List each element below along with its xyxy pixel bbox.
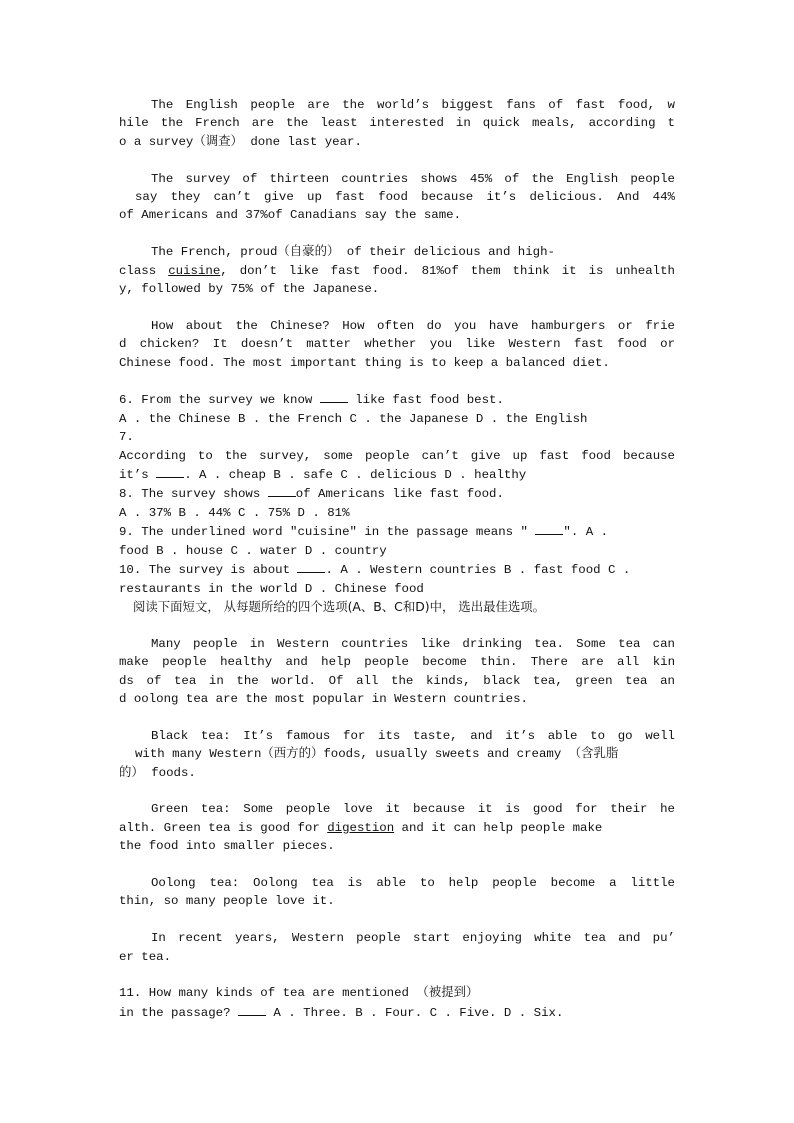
question-8-options: A . 37% B . 44% C . 75% D . 81% bbox=[119, 505, 350, 520]
text-line: say they can’t give up fast food because it’s delicious. And 44% bbox=[135, 190, 675, 205]
text-line: o a survey（调查） done last year. bbox=[119, 134, 362, 149]
question-text: ". A . bbox=[563, 525, 609, 540]
text-line: with many Western（西方的）foods, usually sweets and creamy （含乳脂 bbox=[135, 747, 619, 762]
text-fragment: , don’t like fast food. 81%of them think it is unhealth bbox=[220, 263, 675, 278]
question-6-options: A . the Chinese B . the French C . the Japanese D . the English bbox=[119, 411, 588, 426]
text-line: make people healthy and help people become thin. There are all kin bbox=[119, 655, 675, 670]
underlined-word-digestion: digestion bbox=[327, 820, 395, 835]
question-11-line-1: 11. How many kinds of tea are mentioned （被提到） bbox=[119, 986, 479, 1001]
text-line: The French, proud（自豪的） of their delicious and high- bbox=[151, 245, 555, 260]
answer-blank[interactable] bbox=[535, 522, 563, 535]
question-options: . A . cheap B . safe C . delicious D . healthy bbox=[184, 468, 527, 483]
text-line: ds of tea in the world. Of all the kinds, black tea, green tea an bbox=[119, 673, 675, 688]
question-11 bbox=[119, 984, 675, 1022]
text-line: d chicken? It doesn’t matter whether you like Western fast food or bbox=[119, 337, 675, 352]
text-line: How about the Chinese? How often do you have hamburgers or frie bbox=[151, 318, 675, 333]
text-line: The survey of thirteen countries shows 45% of the English people bbox=[151, 171, 675, 186]
text-line: Many people in Western countries like drinking tea. Some tea can bbox=[151, 636, 675, 651]
question-9-options: food B . house C . water D . country bbox=[119, 543, 387, 558]
passage-2-paragraph-1 bbox=[119, 635, 675, 709]
passage-1-paragraph-1 bbox=[119, 96, 675, 151]
text-line: d oolong tea are the most popular in Western countries. bbox=[119, 691, 528, 706]
question-7: According to the survey, some people can’t give up fast food because bbox=[119, 448, 675, 463]
passage-2-paragraph-5 bbox=[119, 929, 675, 966]
answer-blank[interactable] bbox=[297, 560, 325, 573]
question-6 bbox=[119, 390, 675, 409]
text-line: the food into smaller pieces. bbox=[119, 839, 335, 854]
answer-blank[interactable] bbox=[268, 484, 296, 497]
question-options: . A . Western countries B . fast food C . bbox=[325, 563, 631, 578]
text-line: y, followed by 75% of the Japanese. bbox=[119, 282, 380, 297]
question-10 bbox=[119, 560, 675, 579]
question-options: A . Three. B . Four. C . Five. D . Six. bbox=[273, 1005, 564, 1020]
question-9 bbox=[119, 522, 675, 541]
document-page bbox=[119, 96, 675, 1022]
question-text: of Americans like fast food. bbox=[295, 487, 504, 502]
text-line bbox=[119, 819, 675, 837]
question-text: 6. From the survey we know bbox=[119, 393, 313, 408]
text-line: Chinese food. The most important thing is to keep a balanced diet. bbox=[119, 355, 610, 370]
passage-1-paragraph-3 bbox=[119, 243, 675, 298]
text-line: 的） foods. bbox=[119, 765, 196, 780]
passage-2-paragraph-3 bbox=[119, 800, 675, 855]
text-line bbox=[119, 262, 675, 280]
text-fragment: and it can help people make bbox=[394, 820, 603, 835]
text-line: er tea. bbox=[119, 949, 172, 964]
passage-2-paragraph-2 bbox=[119, 727, 675, 782]
text-line: Green tea: Some people love it because it is good for their he bbox=[151, 802, 675, 817]
section-instruction: 阅读下面短文， 从每题所给的四个选项(A、B、C和D)中， 选出最佳选项。 bbox=[133, 598, 546, 614]
text-line: The English people are the world’s biggest fans of fast food, w bbox=[151, 98, 675, 112]
underlined-word-cuisine: cuisine bbox=[168, 263, 221, 278]
text-line: In recent years, Western people start enjoying white tea and pu’ bbox=[151, 931, 675, 946]
question-10-options: restaurants in the world D . Chinese food bbox=[119, 581, 424, 596]
question-7-number: 7. bbox=[119, 430, 134, 445]
question-text: it’s bbox=[119, 468, 149, 483]
text-line: Oolong tea: Oolong tea is able to help people become a little bbox=[151, 875, 675, 890]
question-11-line-2 bbox=[119, 1003, 675, 1022]
text-line: of Americans and 37%of Canadians say the same. bbox=[119, 208, 462, 223]
text-line: thin, so many people love it. bbox=[119, 894, 335, 909]
passage-1-paragraph-4 bbox=[119, 317, 675, 372]
question-text: 9. The underlined word "cuisine" in the passage means " bbox=[119, 525, 528, 540]
question-text: 8. The survey shows bbox=[119, 487, 261, 502]
question-7-line-2 bbox=[119, 465, 675, 484]
answer-blank[interactable] bbox=[238, 1003, 266, 1016]
text-fragment: alth. Green tea is good for bbox=[119, 820, 328, 835]
question-text: like fast food best. bbox=[355, 393, 504, 408]
questions-6-10 bbox=[119, 390, 675, 597]
passage-1-paragraph-2 bbox=[119, 170, 675, 225]
text-fragment: class bbox=[119, 263, 169, 278]
answer-blank[interactable] bbox=[156, 465, 184, 478]
passage-2-paragraph-4 bbox=[119, 874, 675, 911]
answer-blank[interactable] bbox=[320, 390, 348, 403]
text-line: hile the French are the least interested in quick meals, according t bbox=[119, 116, 675, 131]
question-text: 10. The survey is about bbox=[119, 563, 291, 578]
text-line: Black tea: It’s famous for its taste, and it’s able to go well bbox=[151, 728, 675, 743]
question-8 bbox=[119, 484, 675, 503]
question-text: in the passage? bbox=[119, 1005, 231, 1020]
